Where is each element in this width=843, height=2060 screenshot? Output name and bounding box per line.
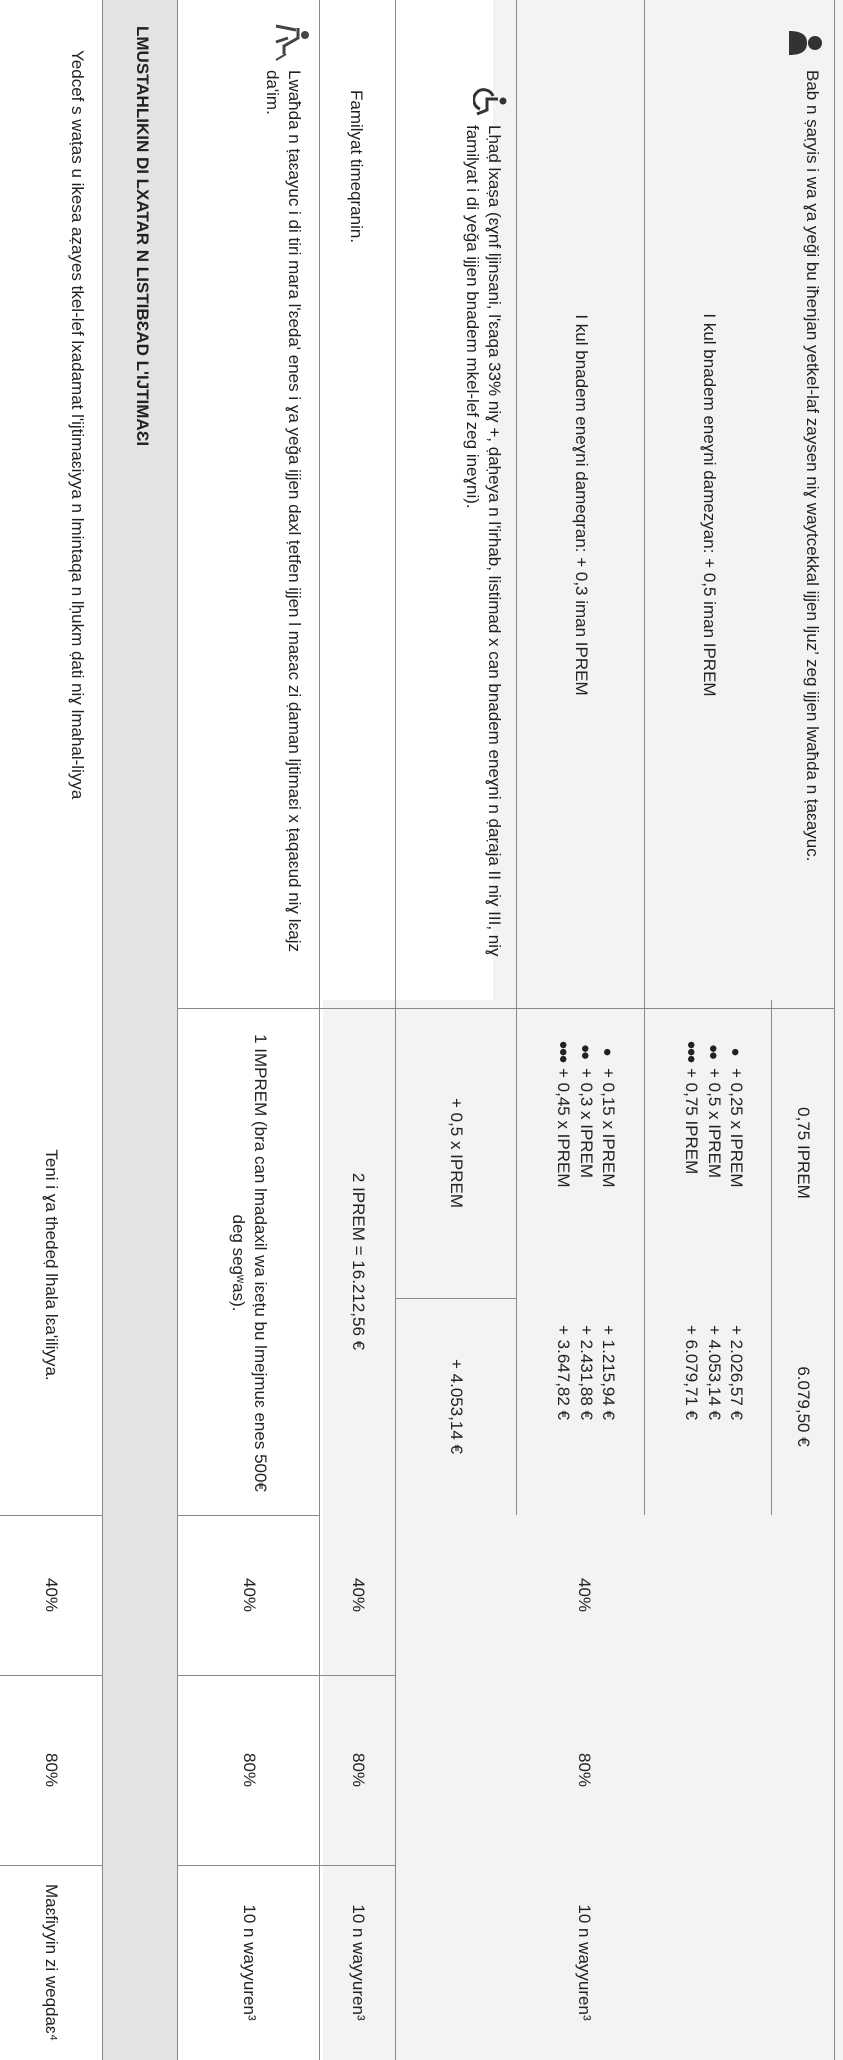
minors-description: I kul bnadem eneɣni damezyan: + 0,5 iman IPREM <box>699 313 719 697</box>
last-row-years: Maɛfiyyin zi weqdaɛ⁴ <box>41 1883 61 2042</box>
child-support-eur: 6.079,50 € <box>794 1366 814 1447</box>
upper-percent-left: 40% <box>575 1577 595 1613</box>
row-divider <box>319 0 320 2060</box>
large-family-percent-left: 40% <box>349 1577 369 1613</box>
col-divider <box>178 1515 320 1516</box>
elderly-percent-left: 40% <box>240 1577 260 1613</box>
last-row-percent-left: 40% <box>41 1577 61 1613</box>
row-divider <box>644 0 645 1515</box>
col-divider <box>0 1865 103 1866</box>
minors-eur-line: + 6.079,71 € <box>682 1325 702 1421</box>
two-adults-icon: ●● <box>576 1043 594 1059</box>
one-adult-icon: ● <box>599 1047 617 1055</box>
large-family-years: 10 n wayyuren³ <box>349 1904 369 2021</box>
elderly-description: Lwaħda n ṭaɛayuc i di tiri mara l'ɛeda' enes i ɣa yeǧa ijjen daxl ṭetfen ijjen l maɛac zi ḍaman ljtimaɛi x ṭaqaɛud niɣ lɛajz da'im. <box>262 70 304 952</box>
adults-eur-line: + 1.215,94 € <box>599 1325 618 1421</box>
adults-eur-list <box>519 1325 619 1505</box>
last-row-amount: Teni i ɣa thedeḍ lhala lɛa'iliyya. <box>41 1149 61 1381</box>
col-divider <box>0 1675 103 1676</box>
col-divider <box>0 1515 103 1516</box>
adults-eur-line: + 2.431,88 € <box>576 1325 596 1421</box>
row-divider <box>395 0 396 2060</box>
disability-description: Lḥaḍ lxaṣa (ɛɣnf ljinsani, l'ɛaqa 33% niɣ +, ḍaḥeya n l'irhab, listimad x can bnadem eneɣni n ḍaṛaja II niɣ III, niɣ familyat i di yeǧa ijjen bnadem mkel-lef zeg ineɣni). <box>462 125 504 957</box>
minors-eur-line: + 4.053,14 € <box>704 1325 724 1421</box>
row-divider <box>771 1000 772 1515</box>
adults-iprem-line: ●+ 0,15 x IPREM <box>597 1040 619 1290</box>
person-icon <box>784 28 823 58</box>
minors-iprem-line: ●+ 0,25 x IPREM <box>725 1040 747 1290</box>
large-family-description: Familyat timeqranin. <box>347 90 366 244</box>
upper-years: 10 n wayyuren³ <box>575 1904 595 2021</box>
disability-iprem: + 0,5 x IPREM <box>447 1097 467 1209</box>
last-row-description: Yedcef s waṭas u ikesa aẓayes tkel-lef lxadamat l'ijtimaɛiyya n lmintaqa n lḥukm ḍati niɣ lmahal-liyya <box>68 50 87 800</box>
section-title: LMUSTAHLIKIN DI LXATAR N LISTIBƐAD L'IJTIMAƐI <box>133 26 152 447</box>
adults-iprem-line: ●●+ 0,3 x IPREM <box>574 1040 596 1290</box>
elderly-person-icon <box>269 18 310 64</box>
three-children-icon: ●●● <box>682 1040 700 1062</box>
large-family-percent-right: 80% <box>349 1752 369 1788</box>
minors-iprem-line: ●●+ 0,5 x IPREM <box>702 1040 724 1290</box>
child-support-description: Bab n ṣaṛyis i wa ɣa yeǧi bu iħenjan yetkel-laf zaysen niɣ waytcekkal ijjen ljuz’ zeg ijjen lwaħda n ṭaɛayuc. <box>803 70 822 862</box>
row-divider <box>177 0 178 2060</box>
two-children-icon: ●● <box>704 1043 722 1059</box>
minors-iprem-line: ●●●+ 0,75 IPREM <box>682 1040 702 1175</box>
adults-description: I kul bnadem eneɣni dameqran: + 0,3 iman IPREM <box>571 314 591 696</box>
elderly-amount: 1 IMPREM (bra can lmadaxil wa iɛeṭu bu lmejmuɛ enes 500€ deg segʷas). <box>229 1034 271 1492</box>
upper-percent-right: 80% <box>575 1752 595 1788</box>
minors-iprem-list <box>647 1040 747 1290</box>
row-divider <box>516 0 517 1515</box>
row-divider <box>102 0 103 2060</box>
three-adults-icon: ●●● <box>554 1040 572 1062</box>
adults-iprem-list <box>519 1040 619 1290</box>
col-divider <box>178 1675 396 1676</box>
row-divider <box>834 0 835 2060</box>
adults-eur-line: + 3.647,82 € <box>554 1325 574 1421</box>
large-family-amount: 2 IPREM = 16.212,56 € <box>349 1172 369 1351</box>
minors-eur-line: + 2.026,57 € <box>727 1325 746 1421</box>
one-child-icon: ● <box>727 1047 745 1055</box>
wheelchair-icon <box>468 86 507 120</box>
last-row-percent-right: 80% <box>41 1752 61 1788</box>
elderly-years: 10 n wayyuren³ <box>240 1904 260 2021</box>
minors-eur-list <box>647 1325 747 1505</box>
disability-eur: + 4.053,14 € <box>447 1358 467 1454</box>
elderly-percent-right: 80% <box>240 1752 260 1788</box>
col-divider <box>178 1865 396 1866</box>
child-support-iprem: 0,75 IPREM <box>794 1107 814 1199</box>
adults-iprem-line: ●●●+ 0,45 x IPREM <box>554 1040 574 1188</box>
